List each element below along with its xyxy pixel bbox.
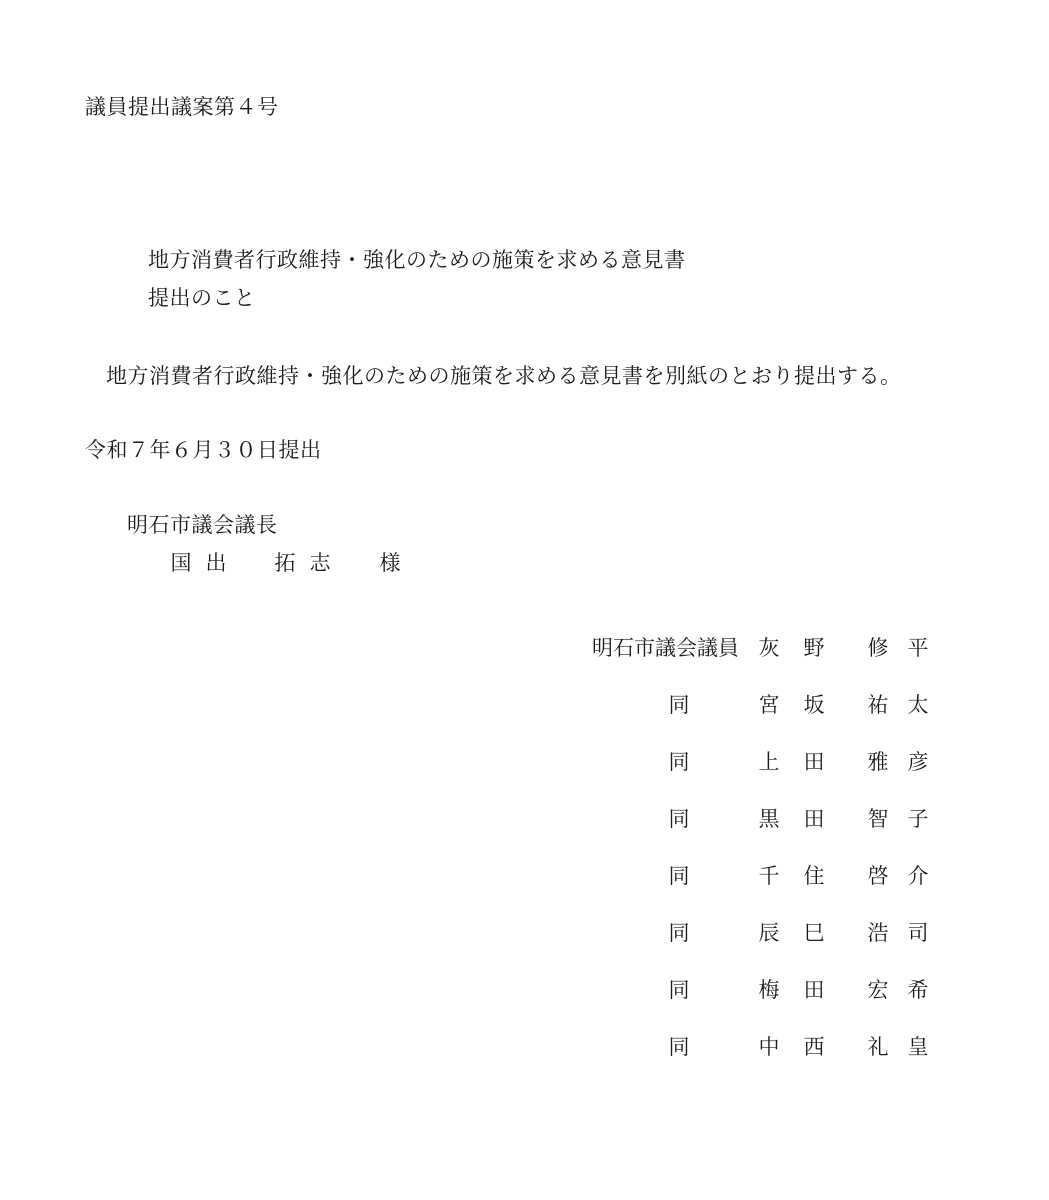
submitter-row (0, 633, 1049, 663)
member-name-char: 子 (907, 807, 929, 831)
ditto-mark: 同 (668, 693, 690, 717)
addressee-name-char: 国 (170, 551, 192, 575)
document-title-line-1: 地方消費者行政維持・強化のための施策を求める意見書 (148, 248, 686, 272)
member-name-char: 巳 (803, 921, 825, 945)
member-name-char: 皇 (907, 1035, 929, 1059)
ditto-mark: 同 (668, 921, 690, 945)
member-name-char: 辰 (758, 921, 780, 945)
member-name-char: 修 (867, 636, 889, 660)
submitter-row (0, 747, 1049, 777)
member-name-char: 田 (803, 750, 825, 774)
ditto-mark: 同 (668, 750, 690, 774)
submitter-row (0, 1032, 1049, 1062)
member-name-char: 太 (907, 693, 929, 717)
member-name-char: 千 (758, 864, 780, 888)
member-name-char: 平 (907, 636, 929, 660)
member-name-char: 雅 (867, 750, 889, 774)
addressee-name-char: 出 (205, 551, 227, 575)
member-name-char: 住 (803, 864, 825, 888)
submission-date: 令和７年６月３０日提出 (85, 438, 322, 462)
member-name-char: 希 (907, 978, 929, 1002)
addressee-name (0, 548, 1049, 578)
member-name-char: 梅 (758, 978, 780, 1002)
member-name-char: 西 (803, 1035, 825, 1059)
submitter-row (0, 918, 1049, 948)
document-title-line-2: 提出のこと (148, 286, 256, 310)
member-name-char: 上 (758, 750, 780, 774)
body-text: 地方消費者行政維持・強化のための施策を求める意見書を別紙のとおり提出する。 (106, 364, 902, 388)
member-name-char: 礼 (867, 1035, 889, 1059)
addressee-title: 明石市議会議長 (127, 513, 278, 537)
submitter-title: 明石市議会議員 (592, 636, 739, 660)
member-name-char: 啓 (867, 864, 889, 888)
bill-number: 議員提出議案第４号 (85, 95, 279, 119)
member-name-char: 中 (758, 1035, 780, 1059)
submitter-row (0, 690, 1049, 720)
member-name-char: 介 (907, 864, 929, 888)
member-name-char: 智 (867, 807, 889, 831)
submitter-row (0, 804, 1049, 834)
ditto-mark: 同 (668, 807, 690, 831)
member-name-char: 浩 (867, 921, 889, 945)
member-name-char: 野 (803, 636, 825, 660)
member-name-char: 彦 (907, 750, 929, 774)
addressee-name-char: 拓 (274, 551, 296, 575)
member-name-char: 灰 (758, 636, 780, 660)
addressee-honorific: 様 (379, 551, 401, 575)
member-name-char: 田 (803, 807, 825, 831)
member-name-char: 田 (803, 978, 825, 1002)
ditto-mark: 同 (668, 978, 690, 1002)
member-name-char: 坂 (803, 693, 825, 717)
submitter-row (0, 975, 1049, 1005)
member-name-char: 司 (907, 921, 929, 945)
member-name-char: 黒 (758, 807, 780, 831)
member-name-char: 祐 (867, 693, 889, 717)
ditto-mark: 同 (668, 1035, 690, 1059)
ditto-mark: 同 (668, 864, 690, 888)
member-name-char: 宮 (758, 693, 780, 717)
member-name-char: 宏 (867, 978, 889, 1002)
submitter-row (0, 861, 1049, 891)
addressee-name-char: 志 (309, 551, 331, 575)
